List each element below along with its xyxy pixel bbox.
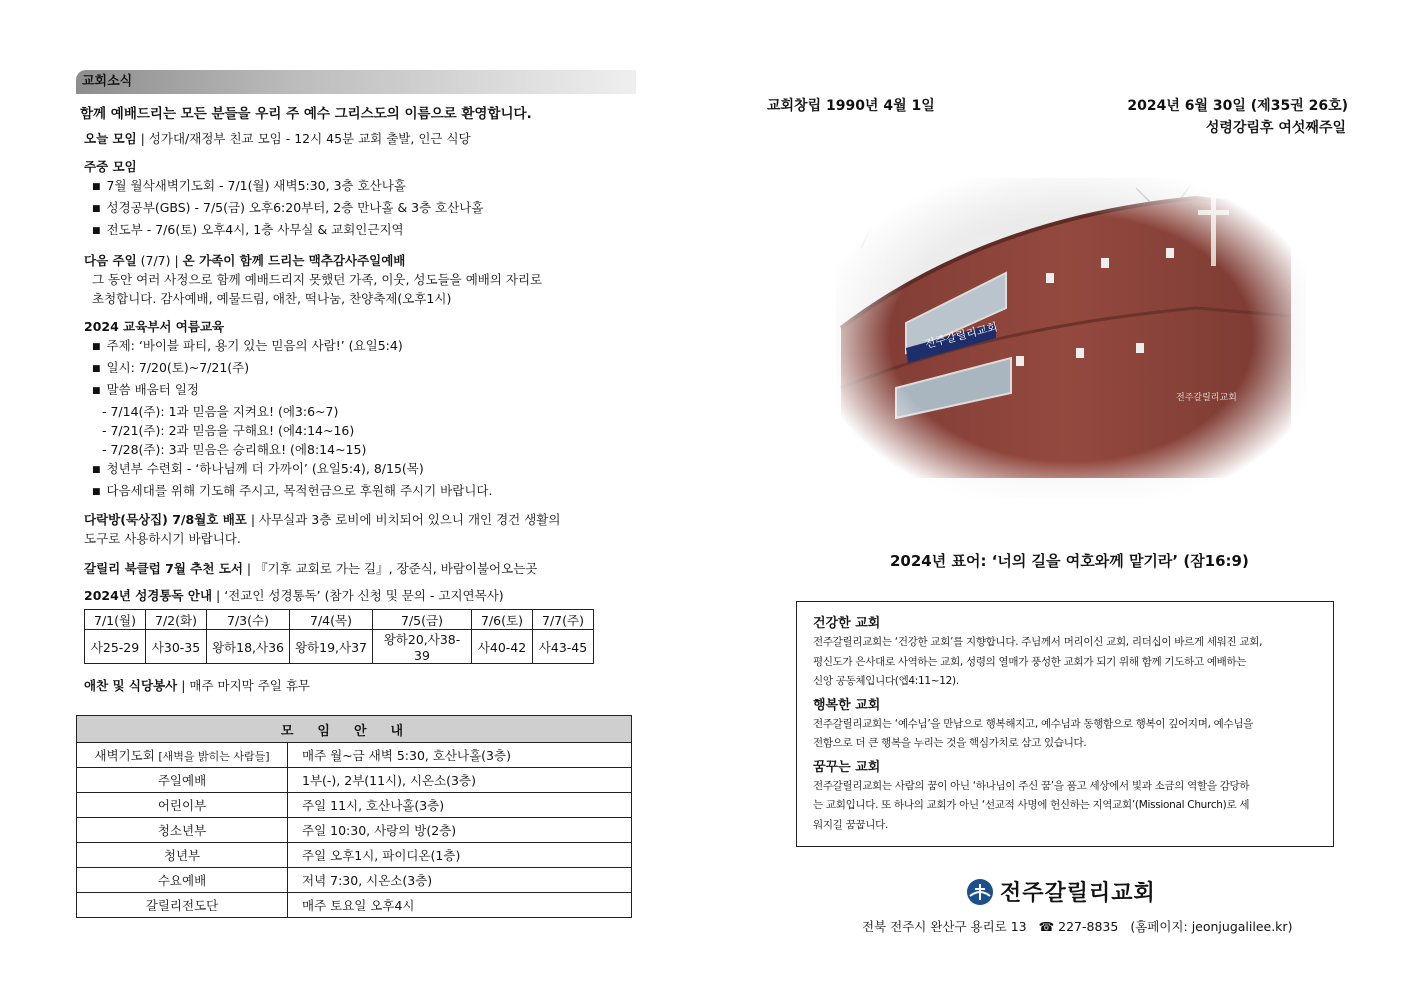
today-text: 성가대/재정부 친교 모임 - 12시 45분 교회 출발, 인근 식당: [148, 131, 471, 146]
reading-cell: 사30-35: [146, 630, 207, 664]
day-cell: 7/7(주): [533, 610, 594, 630]
next-line: 초청합니다. 감사예배, 예물드림, 애찬, 떡나눔, 찬양축제(오후1시): [92, 291, 452, 306]
meal-text: 매주 마지막 주일 휴무: [189, 678, 311, 693]
reading-cell: 사25-29: [85, 630, 146, 664]
meeting-value: 매주 토요일 오후4시: [288, 893, 632, 918]
table-row: [77, 843, 632, 868]
bible-reading: [84, 586, 636, 664]
book-club: [84, 559, 636, 578]
vision-line: 신앙 공동체입니다(엡4:11~12).: [813, 675, 959, 687]
table-header-row: [77, 716, 632, 743]
reading-cell: 왕하18,사36: [207, 630, 290, 664]
vision-line: 는 교회입니다. 또 하나의 교회가 아닌 ‘선교적 사명에 헌신하는 지역교회’(Missional Church)로 세: [813, 799, 1250, 811]
darak-line1: 사무실과 3층 로비에 비치되어 있으니 개인 경건 생활의: [259, 512, 561, 527]
list-item: ■ 다음세대를 위해 기도해 주시고, 목적헌금으로 후원해 주시기 바랍니다.: [84, 481, 636, 503]
day-cell: 7/5(금): [373, 610, 472, 630]
list-item: ■ 성경공부(GBS) - 7/5(금) 오후6:20부터, 2층 만나홀 & 3층 호산나홀: [84, 198, 636, 220]
meeting-name: 주일예배: [77, 768, 288, 793]
meeting-name: [77, 743, 288, 768]
list-item: ■ 말씀 배움터 일정: [84, 380, 636, 402]
welcome-message: 함께 예배드리는 모든 분들을 우리 주 예수 그리스도의 이름으로 환영합니다.: [80, 106, 532, 122]
issue-date: 2024년 6월 30일 (제35권 26호): [1127, 98, 1348, 114]
meeting-value: 주일 오후1시, 파이디온(1층): [288, 843, 632, 868]
table-row: [77, 893, 632, 918]
bible-reading-table: [84, 609, 594, 664]
list-item: ■ 7월 월삭새벽기도회 - 7/1(월) 새벽5:30, 3층 호산나홀: [84, 176, 636, 198]
vision-line: 전주갈릴리교회는 사람의 꿈이 아닌 ‘하나님이 주신 꿈’을 품고 세상에서 빛과 소금의 역할을 감당하: [813, 779, 1250, 792]
meal-service: [84, 676, 636, 695]
table-row: [77, 743, 632, 768]
day-cell: 7/4(목): [290, 610, 373, 630]
today-title: 오늘 모임: [84, 131, 137, 146]
meeting-name: 어린이부: [77, 793, 288, 818]
day-cell: 7/3(수): [207, 610, 290, 630]
meeting-value: 저녁 7:30, 시온소(3층): [288, 868, 632, 893]
next-title2: 온 가족이 함께 드리는 맥추감사주일예배: [182, 253, 406, 268]
vision-title: 꿈꾸는 교회: [813, 759, 881, 775]
church-building-illustration: [836, 178, 1306, 498]
meeting-value: 주일 10:30, 사랑의 방(2층): [288, 818, 632, 843]
vision-title: 행복한 교회: [813, 697, 881, 713]
list-item: ■ 전도부 - 7/6(토) 오후4시, 1층 사무실 & 교회인근지역: [84, 220, 636, 242]
meeting-value: 주일 11시, 호산나홀(3층): [288, 793, 632, 818]
church-building-photo: [836, 178, 1306, 498]
list-item: ■ 일시: 7/20(토)~7/21(주): [84, 358, 636, 380]
bible-title: 2024년 성경통독 안내: [84, 588, 213, 603]
address: 전북 전주시 완산구 용리로 13: [862, 919, 1027, 934]
next-date: (7/7) |: [136, 253, 183, 268]
schedule-item: - 7/28(주): 3과 믿음은 승리해요! (에8:14~15): [102, 442, 367, 457]
vision-line: 평신도가 은사대로 사역하는 교회, 성령의 열매가 풍성한 교회가 되기 위해 함께 기도하고 예배하는: [813, 655, 1247, 668]
meeting-value: 매주 월~금 새벽 5:30, 호산나홀(3층): [288, 743, 632, 768]
table-row: [77, 793, 632, 818]
book-title: 갈릴리 북클럽 7월 추천 도서: [84, 561, 243, 576]
news-section-header: 교회소식: [76, 70, 636, 94]
meeting-name: 수요예배: [77, 868, 288, 893]
weekday-meetings: [84, 157, 636, 242]
reading-cell: 사43-45: [533, 630, 594, 664]
footer-contact: [862, 917, 1292, 935]
meetings-header: 모임안내: [77, 716, 632, 743]
reading-cell: 왕하20,사38-39: [373, 630, 472, 664]
next-title: 다음 주일: [84, 253, 137, 268]
schedule-item: - 7/21(주): 2과 믿음을 구해요! (에4:14~16): [102, 423, 355, 438]
vision-line: 전함으로 더 큰 행복을 누리는 것을 핵심가치로 삼고 있습니다.: [813, 737, 1087, 749]
vision-line: 전주갈릴리교회는 ‘예수님’을 만남으로 행복해지고, 예수님과 동행함으로 행복이 깊어지며, 예수님을: [813, 717, 1254, 730]
vision-line: 워지길 꿈꿉니다.: [813, 818, 888, 831]
vision-line: 전주갈릴리교회는 ‘건강한 교회’를 지향합니다. 주님께서 머리이신 교회, 리더십이 바르게 세워진 교회,: [813, 636, 1263, 648]
church-emblem-icon: [966, 878, 994, 906]
church-logo: [966, 876, 1156, 907]
darak-line2: 도구로 사용하시기 바랍니다.: [84, 531, 241, 546]
meeting-value: 1부(-), 2부(11시), 시온소(3층): [288, 768, 632, 793]
meeting-note: [새벽을 밝히는 사람들]: [154, 750, 270, 763]
meetings-table: [76, 715, 632, 918]
table-row: [85, 610, 594, 630]
liturgical-season: 성령강림후 여섯째주일: [1205, 120, 1346, 136]
darak-notice: [84, 510, 636, 548]
vision-title: 건강한 교회: [813, 616, 881, 631]
schedule-item: - 7/14(주): 1과 믿음을 지켜요! (에3:6~7): [102, 404, 339, 419]
book-sep: |: [242, 561, 256, 576]
list-item: ■ 주제: ‘바이블 파티, 용기 있는 믿음의 사람!’ (요일5:4): [84, 336, 636, 358]
day-cell: 7/1(월): [85, 610, 146, 630]
meal-sep: |: [177, 678, 190, 693]
meeting-name: 청소년부: [77, 818, 288, 843]
summer-education: [84, 317, 636, 503]
phone: ☎ 227-8835: [1038, 919, 1119, 934]
next-line: 그 동안 여러 사정으로 함께 예배드리지 못했던 가족, 이웃, 성도들을 예배의 자리로: [92, 272, 543, 287]
darak-sep: |: [246, 512, 260, 527]
reading-cell: 왕하19,사37: [290, 630, 373, 664]
list-item: ■ 청년부 수련회 - ‘하나님께 더 가까이’ (요일5:4), 8/15(목): [84, 459, 636, 481]
bible-sep: |: [212, 588, 225, 603]
table-row: [77, 818, 632, 843]
book-text: 『기후 교회로 가는 길』, 장준식, 바람이불어오는곳: [255, 561, 538, 576]
table-row: [85, 630, 594, 664]
week-title: 주중 모임: [84, 159, 137, 174]
reading-cell: 사40-42: [472, 630, 533, 664]
logo-text: 전주갈릴리교회: [1000, 881, 1156, 906]
table-row: [77, 768, 632, 793]
bible-text: ‘전교인 성경통독’ (참가 신청 및 문의 - 고지연목사): [224, 588, 504, 603]
day-cell: 7/6(토): [472, 610, 533, 630]
meeting-name: 청년부: [77, 843, 288, 868]
meeting-name: 갈릴리전도단: [77, 893, 288, 918]
homepage-link[interactable]: (홈페이지: jeonjugalilee.kr): [1130, 919, 1293, 934]
day-cell: 7/2(화): [146, 610, 207, 630]
table-row: [77, 868, 632, 893]
founded-date: 교회창립 1990년 4월 1일: [767, 98, 935, 114]
today-meeting: [84, 129, 636, 148]
church-news-page: [76, 70, 636, 918]
summer-title: 2024 교육부서 여름교육: [84, 319, 225, 334]
meal-title: 애찬 및 식당봉사: [84, 678, 178, 693]
meeting-name-text: 새벽기도회: [94, 748, 155, 763]
next-sunday: [84, 251, 636, 308]
today-sep: |: [136, 131, 149, 146]
church-vision-box: [796, 601, 1334, 847]
darak-title: 다락방(묵상집) 7/8월호 배포: [84, 512, 247, 527]
year-motto: 2024년 표어: ‘너의 길을 여호와께 맡기라’ (잠16:9): [890, 552, 1249, 570]
